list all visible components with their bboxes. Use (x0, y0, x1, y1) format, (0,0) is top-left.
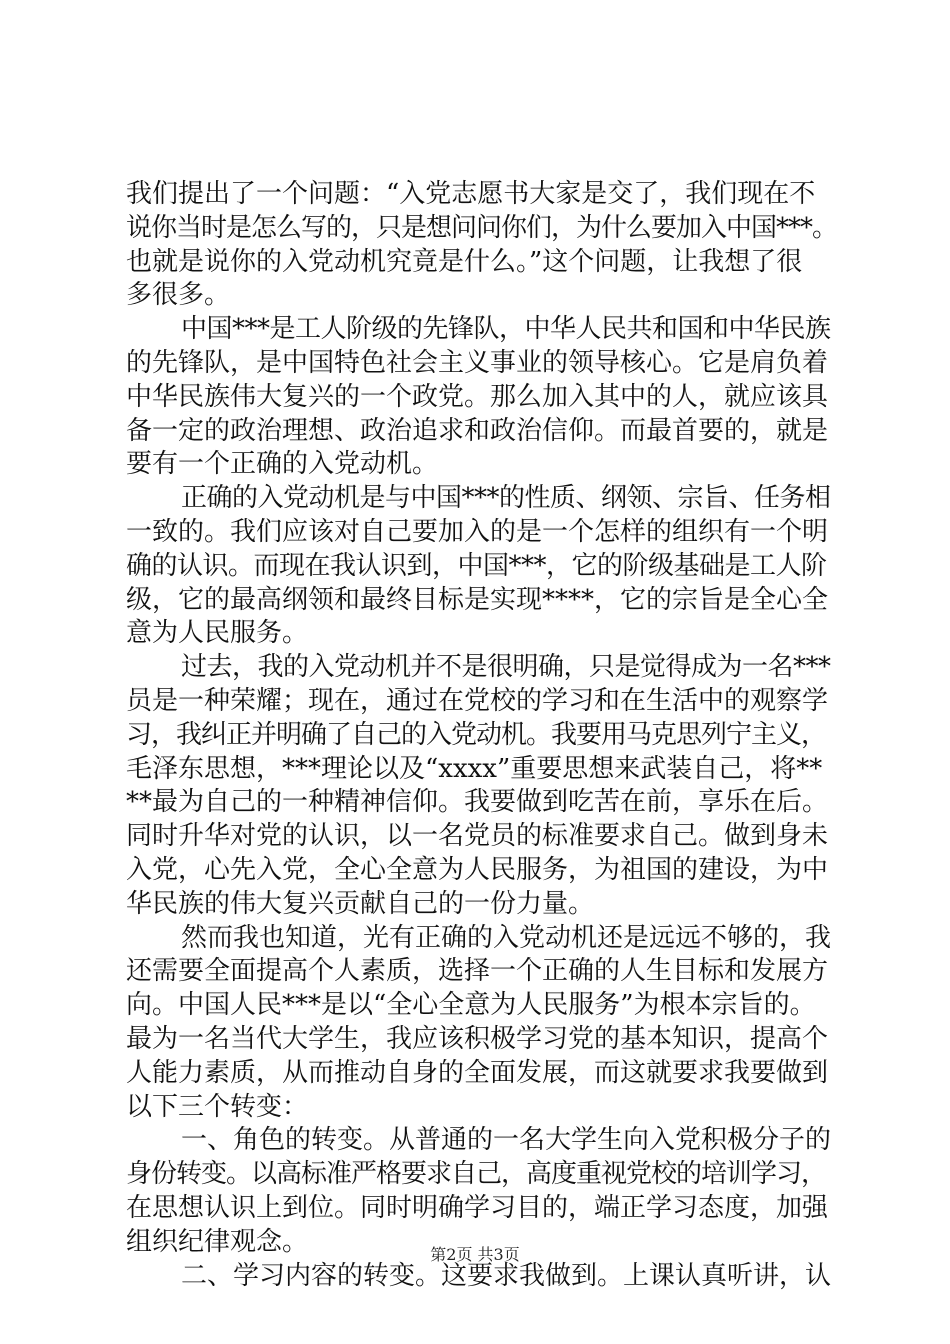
text-line: 然而我也知道，光有正确的入党动机还是远远不够的，我 (181, 922, 832, 953)
text-line: 中华民族伟大复兴的一个政党。那么加入其中的人，就应该具 (126, 381, 829, 412)
text-line: 也就是说你的入党动机究竟是什么。”这个问题，让我想了很 (126, 246, 803, 277)
text-line: 正确的入党动机是与中国***的性质、纲领、宗旨、任务相 (181, 483, 831, 514)
text-line: 我们提出了一个问题：“入党志愿书大家是交了，我们现在不 (126, 179, 816, 209)
text-line: 华民族的伟大复兴贡献自己的一份力量。 (126, 888, 595, 919)
text-line: 入党，心先入党，全心全意为人民服务，为祖国的建设，为中 (126, 854, 829, 885)
text-line: 在思想认识上到位。同时明确学习目的，端正学习态度，加强 (126, 1192, 829, 1223)
text-line: 过去，我的入党动机并不是很明确，只是觉得成为一名*** (181, 652, 831, 683)
text-line: 确的认识。而现在我认识到，中国***，它的阶级基础是工人阶 (126, 550, 827, 581)
text-line: 说你当时是怎么写的，只是想问问你们，为什么要加入中国***。 (126, 212, 838, 243)
text-line: 一致的。我们应该对自己要加入的是一个怎样的组织有一个明 (126, 516, 829, 547)
text-line: 中国***是工人阶级的先锋队，中华人民共和国和中华民族 (181, 314, 831, 345)
text-line: 要有一个正确的入党动机。 (126, 449, 439, 480)
text-line: 同时升华对党的认识，以一名党员的标准要求自己。做到身未 (126, 821, 829, 852)
body-text (126, 178, 838, 1293)
text-line: 以下三个转变： (126, 1091, 309, 1122)
text-line: 员是一种荣耀；现在，通过在党校的学习和在生活中的观察学 (126, 685, 829, 716)
text-line: 的先锋队，是中国特色社会主义事业的领导核心。它是肩负着 (126, 347, 829, 378)
text-line: 身份转变。以高标准严格要求自己，高度重视党校的培训学习， (126, 1159, 827, 1190)
text-line: 级，它的最高纲领和最终目标是实现****，它的宗旨是全心全 (126, 584, 829, 615)
text-line: 意为人民服务。 (126, 618, 309, 649)
text-line: **最为自己的一种精神信仰。我要做到吃苦在前，享乐在后。 (126, 787, 829, 818)
text-line: 最为一名当代大学生，我应该积极学习党的基本知识，提高个 (126, 1023, 829, 1054)
text-line: 备一定的政治理想、政治追求和政治信仰。而最首要的，就是 (126, 415, 829, 446)
text-line: 二、学习内容的转变。这要求我做到。上课认真听讲，认 (181, 1260, 832, 1291)
text-line: 人能力素质，从而推动自身的全面发展，而这就要求我要做到 (126, 1057, 829, 1088)
page-number-footer: 第2页 共3页 (430, 1245, 520, 1264)
text-line: 向。中国人民***是以“全心全意为人民服务”为根本宗旨的。 (126, 990, 816, 1021)
text-line: 毛泽东思想，***理论以及“xxxx”重要思想来武装自己，将** (126, 753, 823, 784)
text-line: 组织纪律观念。 (126, 1226, 309, 1257)
text-line: 多很多。 (126, 280, 231, 311)
text-line: 一、角色的转变。从普通的一名大学生向入党积极分子的 (181, 1125, 832, 1156)
text-line: 习，我纠正并明确了自己的入党动机。我要用马克思列宁主义， (126, 719, 827, 750)
text-line: 还需要全面提高个人素质，选择一个正确的人生目标和发展方 (126, 956, 829, 987)
